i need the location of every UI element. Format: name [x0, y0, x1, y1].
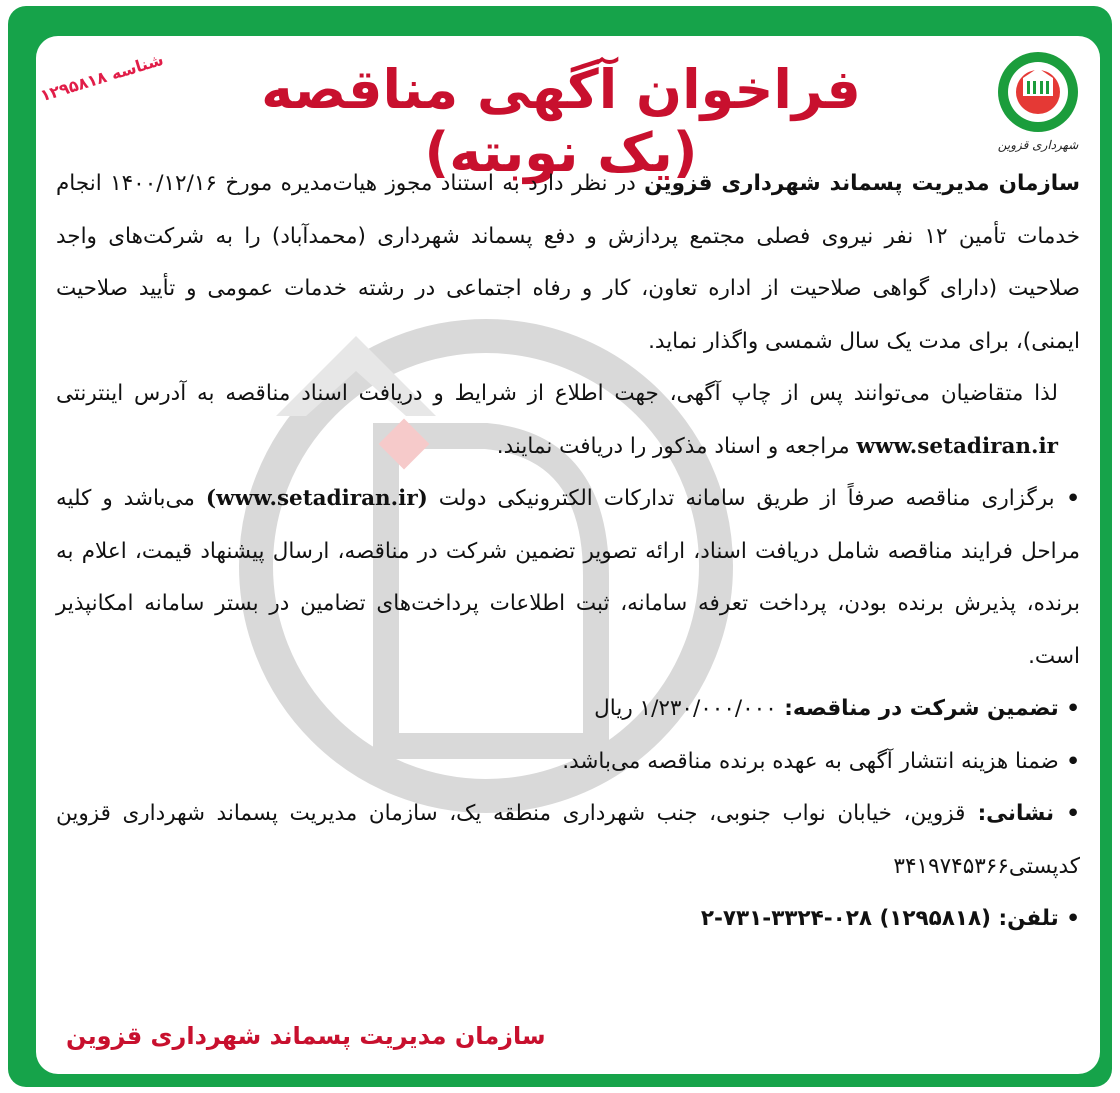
address-label: نشانی:: [965, 801, 1055, 826]
website-link-2[interactable]: (www.setadiran.ir): [205, 486, 428, 511]
procedure-text-end: می‌باشد و کلیه مراحل فرایند مناقصه شامل دریافت اسناد، ارائه تصویر تضمین شرکت در مناقصه، ارسال پیشنهاد قیمت، اعلام به برنده، پذیرش برنده بودن، پرداخت تعرفه سامانه، ثبت اطلاعات پرداخت‌های تضامین در بستر سامانه امکانپذیر است.: [56, 486, 1080, 669]
guarantee-line: [56, 683, 1080, 736]
cost-note-line: [56, 736, 1080, 789]
documents-paragraph: [56, 368, 1080, 473]
intro-text: در نظر دارد به استناد مجوز هیات‌مدیره مورخ ۱۴۰۰/۱۲/۱۶ انجام خدمات تأمین ۱۲ نفر نیروی فصلی مجتمع پردازش و دفع پسماند شهرداری (محمدآباد) را به شرکت‌های واجد صلاحیت (دارای گواهی صلاحیت از اداره تعاون، کار و رفاه اجتماعی در رشته خدمات عمومی و تأیید صلاحیت ایمنی)، برای مدت یک سال شمسی واگذار نماید.: [56, 171, 1080, 354]
procedure-paragraph: [56, 473, 1080, 683]
page-title: فراخوان آگهی مناقصه (یک نوبته): [261, 58, 861, 184]
website-link[interactable]: www.setadiran.ir: [856, 433, 1058, 459]
ad-panel: [36, 36, 1100, 1074]
guarantee-label: تضمین شرکت در مناقصه:: [776, 696, 1059, 721]
green-frame: [8, 6, 1112, 1087]
intro-paragraph: [56, 158, 1080, 368]
footer-organization: سازمان مدیریت پسماند شهرداری قزوین: [66, 1022, 546, 1050]
organization-name: سازمان مدیریت پسماند شهرداری قزوین: [644, 171, 1080, 196]
procedure-text-start: برگزاری مناقصه صرفاً از طریق سامانه تدارکات الکترونیکی دولت: [427, 486, 1055, 511]
phone-value: ۲-۷۳۱-۳۳۲۴-۰۲۸ (۱۲۹۵۸۱۸): [700, 906, 991, 931]
address-value: قزوین، خیابان نواب جنوبی، جنب شهرداری منطقه یک، سازمان مدیریت پسماند شهرداری قزوین کدپستی۳۴۱۹۷۴۵۳۶۶: [56, 801, 1080, 879]
documents-text-start: لذا متقاضیان می‌توانند پس از چاپ آگهی، جهت اطلاع از شرایط و دریافت اسناد مناقصه به آدرس اینترنتی: [56, 381, 1058, 406]
guarantee-value: ۱/۲۳۰/۰۰۰/۰۰۰ ریال: [594, 696, 777, 721]
logo-caption: شهرداری قزوین: [997, 138, 1079, 152]
phone-label: تلفن:: [991, 906, 1059, 931]
address-line: [56, 788, 1080, 893]
registration-id-stamp: شناسه ۱۲۹۵۸۱۸: [38, 49, 166, 106]
documents-text-end: مراجعه و اسناد مذکور را دریافت نمایند.: [496, 433, 857, 459]
cost-note: ضمنا هزینه انتشار آگهی به عهده برنده مناقصه می‌باشد.: [562, 748, 1059, 774]
phone-line: [56, 893, 1080, 946]
municipality-emblem-icon: [996, 50, 1080, 134]
ad-body: [56, 158, 1080, 946]
municipality-logo: [990, 50, 1086, 160]
